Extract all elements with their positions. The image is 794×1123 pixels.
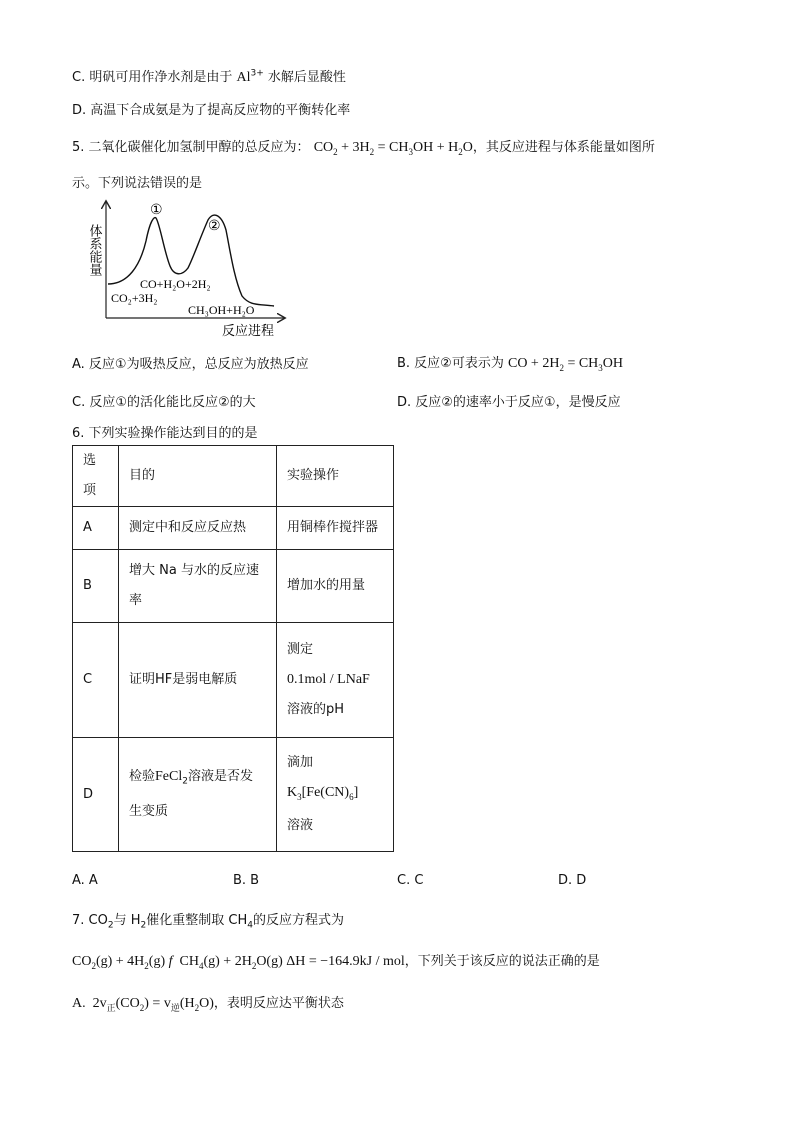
q4-option-c: C. 明矾可用作净水剂是由于 $Al^{3+}$ 水解后显酸性 xyxy=(72,68,346,85)
peak2-label: ② xyxy=(208,219,221,234)
table-row: B 增大 Na 与水的反应速 率 增加水的用量 xyxy=(73,550,394,623)
header-purpose: 目的 xyxy=(119,446,277,507)
q5-option-b: B. 反应②可表示为 CO + $2H_2 = CH_3OH$ xyxy=(397,356,624,373)
table-row: C 证明HF是弱电解质 测定 0.1mol / LNaF 溶液的pH xyxy=(73,623,394,738)
q7-option-a: A. $2v_正(CO_2) = v_逆(H_2O)$，表明反应达平衡状态 xyxy=(72,996,344,1013)
header-operation: 实验操作 xyxy=(277,446,394,507)
peak1-label: ① xyxy=(150,203,163,218)
start-label: CO₂+3H₂ xyxy=(111,291,158,305)
table-header-row xyxy=(73,446,394,507)
q5-option-c: C. 反应①的活化能比反应②的大 xyxy=(72,395,256,410)
q5-equation: $CO_2 + 3H_2 = CH_3OH + H_2O$ xyxy=(313,140,473,157)
q6-answer-c: C. C xyxy=(397,873,424,888)
energy-diagram xyxy=(78,196,298,344)
q7-equation: $CO_2(g) + 4H_2(g)$ f $CH_4(g) + 2H_2O(g) \Delta H = -164.9kJ$ / mol，下列关于该反应的说法正确的是 xyxy=(72,954,600,971)
q4-option-d: D. 高温下合成氨是为了提高反应物的平衡转化率 xyxy=(72,103,351,118)
table-row: D 检验FeCl$_2$溶液是否发 生变质 滴加 $K_3[Fe(CN)_6]$ 溶液 xyxy=(73,738,394,852)
q6-answer-b: B. B xyxy=(233,873,260,888)
intermediate-label: CO+H₂O+2H₂ xyxy=(140,277,211,291)
q5-option-a: A. 反应①为吸热反应，总反应为放热反应 xyxy=(72,357,309,372)
ylabel: 体系能量 xyxy=(86,224,102,276)
table-row: A 测定中和反应反应热 用铜棒作搅拌器 xyxy=(73,507,394,550)
q6-answer-a: A. A xyxy=(72,873,98,888)
q5-option-d: D. 反应②的速率小于反应①，是慢反应 xyxy=(397,395,621,410)
q5-stem-line2: 示。下列说法错误的是 xyxy=(72,176,203,191)
q6-answer-d: D. D xyxy=(558,873,587,888)
q6-table xyxy=(72,445,394,852)
xlabel: 反应进程 xyxy=(222,324,275,339)
q5-stem: 5. 二氧化碳催化加氢制甲醇的总反应为： $CO_2 + 3H_2 = CH_3OH + H_2O$，其反应进程与体系能量如图所 xyxy=(72,140,655,157)
q7-stem: 7. $CO_2$与 $H_2$催化重整制取 $CH_4$的反应方程式为 xyxy=(72,913,344,931)
q6-stem: 6. 下列实验操作能达到目的的是 xyxy=(72,426,258,441)
end-label: CH₃OH+H₂O xyxy=(188,303,255,317)
header-option: 选项 xyxy=(73,446,119,507)
